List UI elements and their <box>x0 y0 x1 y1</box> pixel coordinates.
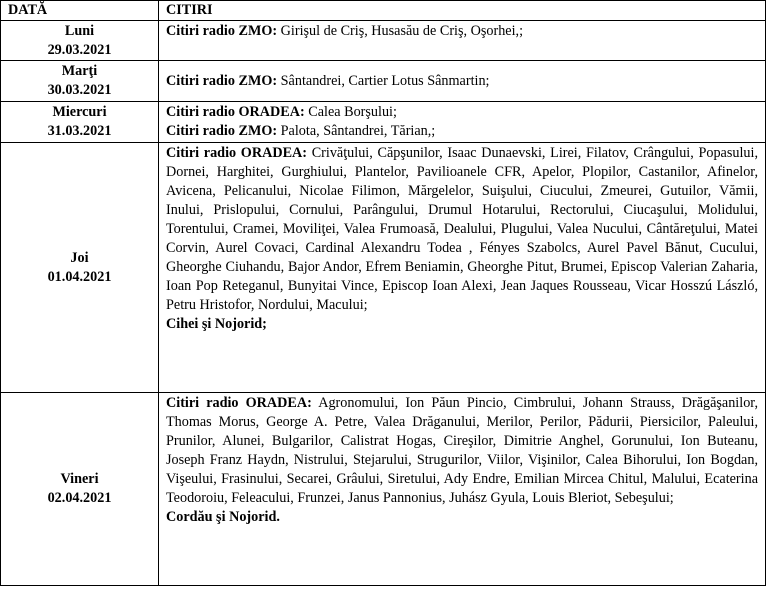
date-cell <box>1 393 159 586</box>
table-row <box>1 102 766 143</box>
table-header-row <box>1 1 766 21</box>
readings-label: Citiri radio ZMO: <box>166 73 278 89</box>
date-cell <box>1 21 159 61</box>
date-value: 02.04.2021 <box>47 490 112 506</box>
day-name: Vineri <box>60 471 99 487</box>
locality-label: Cihei şi Nojorid; <box>166 316 267 332</box>
date-value: 31.03.2021 <box>47 123 112 139</box>
readings-cell <box>159 21 766 61</box>
readings-cell <box>159 61 766 102</box>
table-row <box>1 61 766 102</box>
date-value: 01.04.2021 <box>47 268 112 285</box>
readings-streets: Calea Borşului; <box>304 104 397 120</box>
day-name: Marţi <box>61 63 98 79</box>
date-value: 30.03.2021 <box>47 82 112 98</box>
day-name: Joi <box>70 249 89 266</box>
readings-entry <box>166 144 758 315</box>
day-name: Miercuri <box>52 104 107 120</box>
table-row <box>1 393 766 586</box>
readings-label: Citiri radio ZMO: <box>166 123 278 139</box>
readings-cell <box>159 143 766 393</box>
readings-cell <box>159 102 766 143</box>
table-row <box>1 143 766 393</box>
readings-entry <box>166 394 758 508</box>
readings-streets: Agronomului, Ion Păun Pincio, Cimbrului, Johann Strauss, Drăgăşanilor, Thomas Morus, George A. Petre, Valea Drăganului, Merilor, Perilor, Pădurii, Piersicilor, Paleului, Prunilor, Alunei, Bulgarilor, Calistrat Hogas, Cireşilor, Dimitrie Anghel, Gorunului, Ion Buteanu, Joseph Franz Haydn, Nistrului, Stejarului, Strugurilor, Viilor, Vişinilor, Calea Bihorului, Ion Bogdan, Vişeului, Frasinului, Secarei, Grâului, Siretului, Ady Endre, Emilian Mircea Chitul, Malului, Ecaterina Teodoroiu, Feleacului, Frunzei, Janus Pannonius, Juhász Gyula, Louis Bleriot, Sebeşului; <box>166 395 758 506</box>
header-readings: CITIRI <box>159 1 766 21</box>
date-value: 29.03.2021 <box>47 41 112 58</box>
readings-streets: Crivăţului, Căpşunilor, Isaac Dunaevski, Lirei, Filatov, Crângului, Popasului, Dornei, Harghitei, Gurghiului, Plantelor, Pavilioanele CFR, Apelor, Plopilor, Castanilor, Afinelor, Avicena, Pelicanului, Nicolae Filimon, Mărgelelor, Suişului, Ciucului, Zmeurei, Gutuilor, Vămii, Inului, Prislopului, Cornului, Parângului, Drumul Hotarului, Rectorului, Ciucaşului, Molidului, Torentului, Cramei, Moviliţei, Valea Frumoasă, Dealului, Plugului, Valea Nucului, Cântăreţului, Matei Corvin, Aurel Covaci, Cardinal Alexandru Todea , Fényes Szabolcs, Aurel Pavel Bănut, Cucului, Gheorghe Ciuhandu, Bajor Andor, Efrem Beniamin, Gheorghe Pitut, Brumei, Episcop Valerian Zaharia, Ioan Pop Reteganul, Bunyitai Vince, Episcop Ioan Alexi, Jean Jaques Rousseau, Vicar Hosszú László, Petru Hristofor, Nordului, Macului; <box>166 145 758 313</box>
date-cell <box>1 102 159 143</box>
day-name: Luni <box>64 22 95 39</box>
date-cell <box>1 143 159 393</box>
header-date: DATĂ <box>1 1 159 21</box>
readings-label: Citiri radio ORADEA: <box>166 395 312 411</box>
date-cell <box>1 61 159 102</box>
readings-streets: Palota, Sântandrei, Tărian,; <box>277 123 436 139</box>
readings-label: Citiri radio ZMO: <box>166 23 278 39</box>
readings-label: Citiri radio ORADEA: <box>166 104 305 120</box>
table-row <box>1 21 766 61</box>
readings-cell <box>159 393 766 586</box>
readings-label: Citiri radio ORADEA: <box>166 145 308 161</box>
readings-entry <box>166 103 758 122</box>
readings-entry <box>166 122 758 141</box>
readings-streets: Girişul de Criş, Husasău de Criş, Oşorhei,; <box>277 23 524 39</box>
readings-streets: Sântandrei, Cartier Lotus Sânmartin; <box>277 73 490 89</box>
locality-label: Cordău şi Nojorid. <box>166 509 280 525</box>
